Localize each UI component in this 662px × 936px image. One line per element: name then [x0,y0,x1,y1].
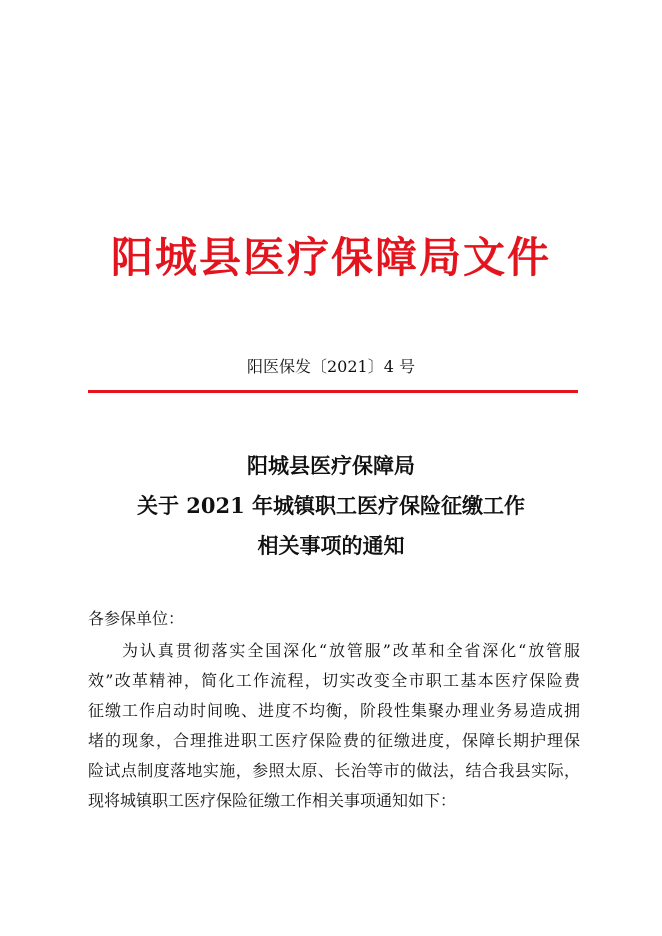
notice-title [0,446,662,566]
body-line: 征缴工作启动时间晚、进度不均衡，阶段性集聚办理业务易造成拥 [88,701,580,720]
body-line: 现将城镇职工医疗保险征缴工作相关事项通知如下： [88,791,457,810]
masthead-title: 阳城县医疗保障局文件 [110,233,551,282]
body-line: 效”改革精神，简化工作流程，切实改变全市职工基本医疗保险费 [88,671,580,690]
title-line-issuer: 阳城县医疗保障局 [247,453,415,478]
title-line-notice: 相关事项的通知 [257,533,405,558]
title-line-subject: 关于 2021 年城镇职工医疗保险征缴工作 [136,493,526,518]
red-divider-line [88,390,578,393]
document-number: 阳医保发〔2021〕4 号 [247,357,415,376]
body-paragraph [88,636,580,816]
salutation: 各参保单位： [88,609,185,628]
body-line: 为认真贯彻落实全国深化“放管服”改革和全省深化“放管服 [122,641,580,660]
body-line: 险试点制度落地实施，参照太原、长治等市的做法，结合我县实际， [88,761,580,780]
body-line: 堵的现象，合理推进职工医疗保险费的征缴进度，保障长期护理保 [88,731,580,750]
